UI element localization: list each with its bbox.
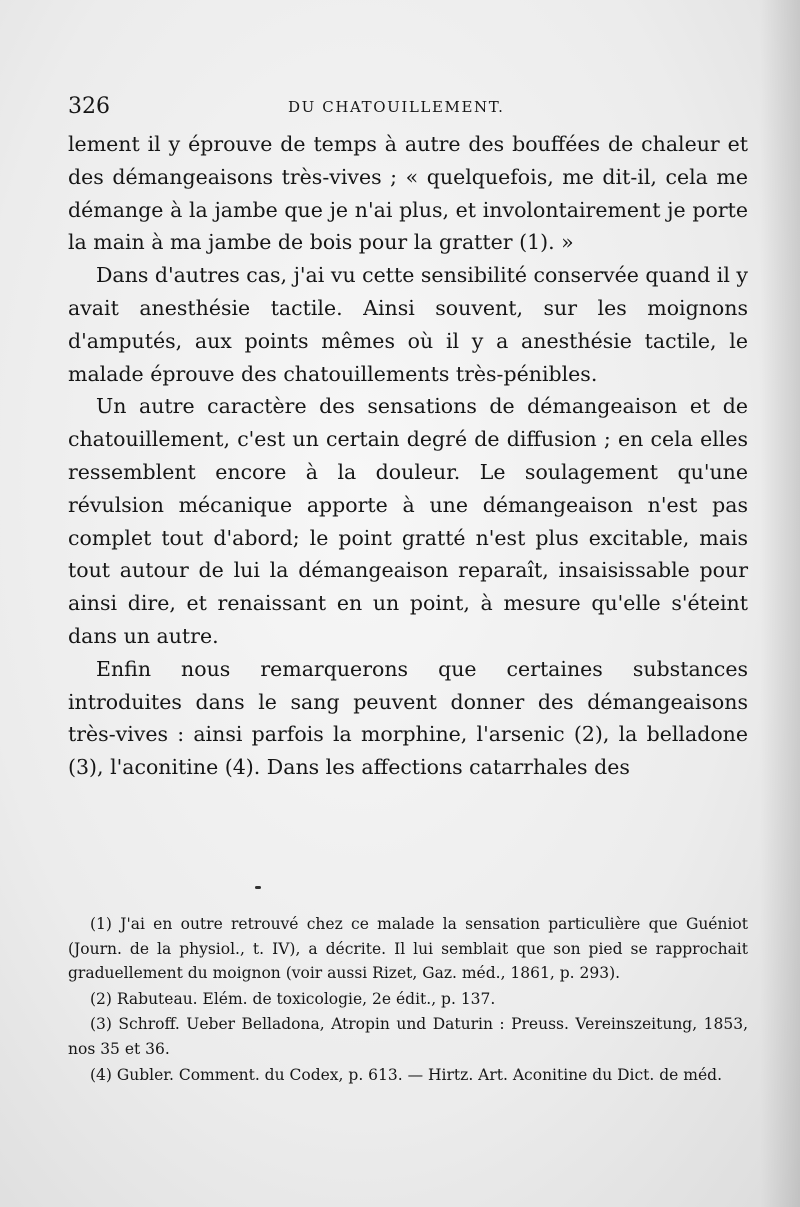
page-edge-shadow: [760, 0, 800, 1207]
footnote-separator: [255, 886, 261, 889]
footnote-4: (4) Gubler. Comment. du Codex, p. 613. — Hirtz. Art. Aconitine du Dict. de méd.: [90, 1065, 722, 1084]
footnotes: [68, 912, 748, 1088]
main-text: [68, 128, 748, 784]
footnote-1: (1) J'ai en outre retrouvé chez ce malade la sensation particulière que Guéniot (Journ. de la physiol., t. IV), a décrite. Il lui semblait que son pied se rapprochait graduellement du moignon (voir aussi Rizet, Gaz. méd., 1861, p. 293).: [68, 915, 748, 983]
running-title: DU CHATOUILLEMENT.: [288, 98, 505, 116]
footnote-3: (3) Schroff. Ueber Belladona, Atropin und Daturin : Preuss. Vereinszeitung, 1853, nos 35 et 36.: [68, 1015, 748, 1058]
footnote-2: (2) Rabuteau. Elém. de toxicologie, 2e édit., p. 137.: [90, 989, 496, 1008]
paragraph-2: Dans d'autres cas, j'ai vu cette sensibilité conservée quand il y avait anesthésie tactile. Ainsi souvent, sur les moignons d'amputés, aux points mêmes où il y a anesthésie tactile, le malade éprouve des chatouillements très-pénibles.: [68, 263, 748, 386]
paragraph-1: lement il y éprouve de temps à autre des bouffées de chaleur et des démangeaisons très-vives ; « quelquefois, me dit-il, cela me démange à la jambe que je n'ai plus, et involontairement je porte la main à ma jambe de bois pour la gratter (1). »: [68, 132, 748, 255]
paragraph-4: Enfin nous remarquerons que certaines substances introduites dans le sang peuvent donner des démangeaisons très-vives : ainsi parfois la morphine, l'arsenic (2), la belladone (3), l'aconitine (4). Dans les affections catarrhales des: [68, 656, 748, 780]
paragraph-3: Un autre caractère des sensations de démangeaison et de chatouillement, c'est un certain degré de diffusion ; en cela elles ressemblent encore à la douleur. Le soulagement qu'une révulsion mécanique apporte à une démangeaison n'est pas complet tout d'abord; le point gratté n'est plus excitable, mais tout autour de lui la démangeaison reparaît, insaisissable pour ainsi dire, et renaissant en un point, à mesure qu'elle s'éteint dans un autre.: [68, 394, 748, 648]
page-number: 326: [68, 94, 110, 119]
page-header: [68, 94, 738, 124]
